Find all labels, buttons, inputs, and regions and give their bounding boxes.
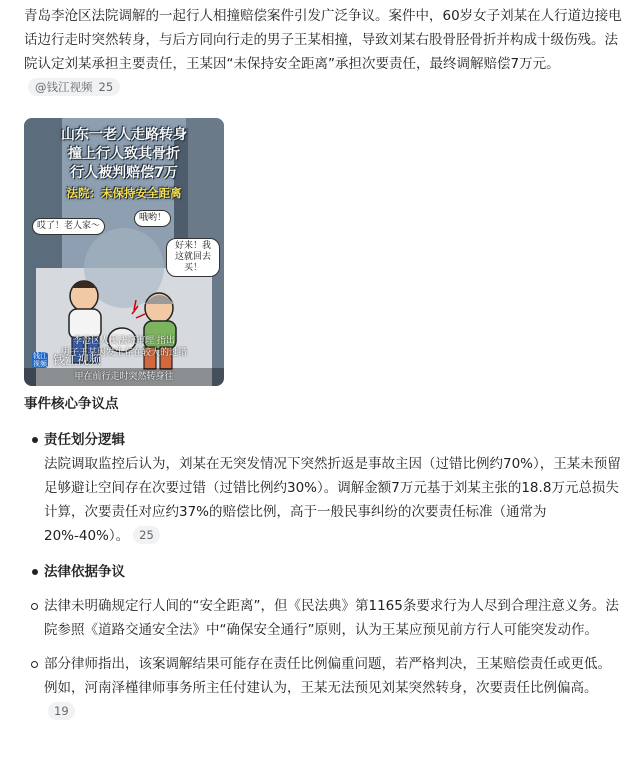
bullet-ring-icon: [31, 661, 38, 668]
speech-bubble-3: 好来！我这就回去买！: [166, 238, 220, 277]
list-item-text: 法院调取监控后认为，刘某在无突发情况下突然折返是事故主因（过错比例约70%），王某未预留足够避让空间存在次要过错（过错比例约30%）。调解金额7万元基于刘某主张的18.8万元总损失计算，次要责任对应约37%的赔偿比例，高于一般民事纠纷的次要责任标准（通常为20%-40%）。: [44, 456, 621, 544]
source-count: 25: [98, 80, 114, 94]
thumb-caption-1: 李沧区人民法院审理 指出: [73, 336, 175, 346]
speech-bubble-2: 哦哟！: [134, 210, 171, 227]
citation-badge[interactable]: 25: [133, 526, 160, 544]
thumb-title-line-1: 山东一老人走路转身: [61, 127, 187, 143]
bullet-ring-icon: [31, 603, 38, 610]
sub-list-item-1: [24, 594, 624, 642]
citation-badge[interactable]: 19: [48, 702, 75, 720]
thumb-caption-2: 男子王某因发生存在较大的过错: [60, 348, 187, 358]
source-citation[interactable]: [28, 78, 120, 96]
sub-list-item-2: [24, 652, 624, 724]
video-thumbnail[interactable]: [24, 118, 224, 386]
list-item-body: [44, 452, 624, 548]
intro-text: 青岛李沧区法院调解的一起行人相撞赔偿案件引发广泛争议。案件中，60岁女子刘某在人行道边接电话边行走时突然转身，与后方同向行走的男子王某相撞，导致刘某右股骨胫骨折并构成十级伤残。法院认定刘某承担主要责任，王某因“未保持安全距离”承担次要责任，最终调解赔偿7万元。: [24, 8, 622, 72]
thumb-caption-3: 甲在前行走时突然转身往: [74, 372, 174, 382]
brand-logo-text: 钱江视频: [33, 352, 47, 368]
brand-logo-icon: [32, 352, 48, 368]
section-heading: 事件核心争议点: [24, 396, 119, 412]
thumb-subtitle: 法院：未保持安全距离: [66, 186, 182, 200]
source-name: @钱江视频: [35, 80, 93, 94]
answer-content: [24, 4, 624, 724]
list-item-responsibility: [24, 428, 624, 548]
speech-bubble-1: 哎了！老人家～: [32, 218, 105, 235]
bullet-dot-icon: [32, 569, 38, 575]
list-item-title: 责任划分逻辑: [44, 432, 125, 448]
brand-name: 钱江视频: [53, 353, 102, 367]
thumb-title-line-2: 撞上行人致其骨折: [68, 146, 180, 162]
intro-paragraph: [24, 4, 624, 100]
list-item-legal-basis: [24, 560, 624, 584]
sub-list-item-body: [44, 652, 624, 724]
sub-list-item-text: 法律未明确规定行人间的“安全距离”，但《民法典》第1165条要求行为人尽到合理注意义务。法院参照《道路交通安全法》中“确保安全通行”原则，认为王某应预见前方行人可能突发动作。: [44, 598, 619, 638]
thumb-title-line-3: 行人被判赔偿7万: [70, 165, 178, 181]
list-item-title: 法律依据争议: [44, 564, 125, 580]
bullet-dot-icon: [32, 437, 38, 443]
sub-list-item-text: 部分律师指出，该案调解结果可能存在责任比例偏重问题，若严格判决，王某赔偿责任或更低。例如，河南泽槿律师事务所主任付建认为，王某无法预见刘某突然转身，次要责任比例偏高。: [44, 656, 611, 696]
thumb-brand: [32, 352, 101, 368]
